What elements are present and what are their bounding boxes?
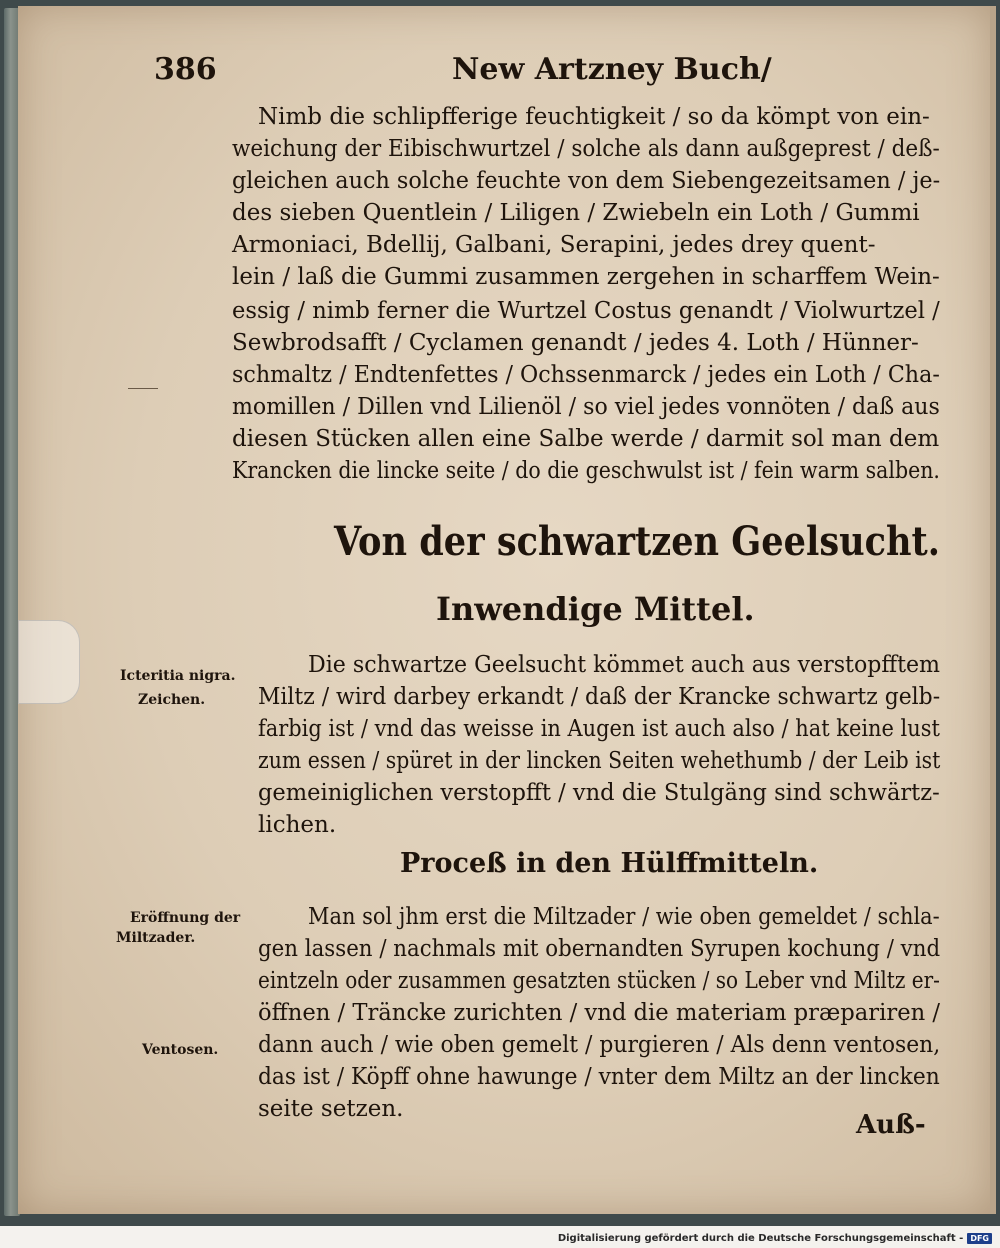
text-line: weichung der Eibischwurtzel / solche als dann außgeprest / deß- <box>232 136 940 162</box>
page-clip <box>18 620 80 704</box>
margin-note: Miltzader. <box>116 930 196 946</box>
text-line: diesen Stücken allen eine Salbe werde / darmit sol man dem <box>232 426 940 452</box>
text-line: gen lassen / nachmals mit obernandten Syrupen kochung / vnd <box>258 936 941 962</box>
text-line: Die schwartze Geelsucht kömmet auch aus verstopfftem <box>308 652 941 678</box>
running-title: New Artzney Buch/ <box>452 52 772 87</box>
text-line: öffnen / Träncke zurichten / vnd die materiam præpariren / <box>258 1000 941 1026</box>
footer <box>558 1231 992 1245</box>
text-line: seite setzen. <box>258 1096 404 1122</box>
catchword: Auß- <box>856 1110 926 1140</box>
text-line: des sieben Quentlein / Liligen / Zwiebeln ein Loth / Gummi <box>232 200 920 226</box>
text-line: gleichen auch solche feuchte von dem Siebengezeitsamen / je- <box>232 168 941 194</box>
text-line: zum essen / spüret in der lincken Seiten wehethumb / der Leib ist <box>258 748 941 774</box>
process-heading: Proceß in den Hülffmitteln. <box>400 848 819 879</box>
text-line: eintzeln oder zusammen gesatzten stücken / so Leber vnd Miltz er- <box>258 968 940 994</box>
margin-note: Eröffnung der <box>130 910 241 926</box>
text-line: Krancken die lincke seite / do die geschwulst ist / fein warm salben. <box>232 458 940 484</box>
margin-note: Zeichen. <box>138 692 206 708</box>
margin-dash <box>128 388 158 389</box>
text-line: essig / nimb ferner die Wurtzel Costus genandt / Violwurtzel / <box>232 298 940 324</box>
footer-text: Digitalisierung gefördert durch die Deutsche Forschungsgemeinschaft - <box>557 1232 964 1244</box>
section-heading: Von der schwartzen Geelsucht. <box>334 518 940 565</box>
text-line: lein / laß die Gummi zusammen zergehen in scharffem Wein- <box>232 264 940 290</box>
text-line: momillen / Dillen vnd Lilienöl / so viel jedes vonnöten / daß aus <box>232 394 940 420</box>
dfg-logo: DFG <box>967 1233 992 1244</box>
text-line: Armoniaci, Bdellij, Galbani, Serapini, jedes drey quent- <box>232 232 876 258</box>
margin-note: Icteritia nigra. <box>120 668 236 684</box>
text-line: schmaltz / Endtenfettes / Ochssenmarck / jedes ein Loth / Cha- <box>232 362 940 388</box>
text-line: lichen. <box>258 812 337 838</box>
text-line: das ist / Köpff ohne hawunge / vnter dem Miltz an der lincken <box>258 1064 940 1090</box>
text-line: Miltz / wird darbey erkandt / daß der Krancke schwartz gelb- <box>258 684 941 710</box>
text-line: dann auch / wie oben gemelt / purgieren / Als denn ventosen, <box>258 1032 941 1058</box>
text-line: Man sol jhm erst die Miltzader / wie oben gemeldet / schla- <box>308 904 940 930</box>
text-line: gemeiniglichen verstopfft / vnd die Stulgäng sind schwärtz- <box>258 780 940 806</box>
text-line: farbig ist / vnd das weisse in Augen ist auch also / hat keine lust <box>258 716 940 742</box>
text-line: Nimb die schlipfferige feuchtigkeit / so da kömpt von ein- <box>258 104 930 130</box>
subsection-heading: Inwendige Mittel. <box>436 590 755 628</box>
margin-note: Ventosen. <box>142 1042 219 1058</box>
text-line: Sewbrodsafft / Cyclamen genandt / jedes 4. Loth / Hünner- <box>232 330 919 356</box>
page-number: 386 <box>154 52 217 87</box>
